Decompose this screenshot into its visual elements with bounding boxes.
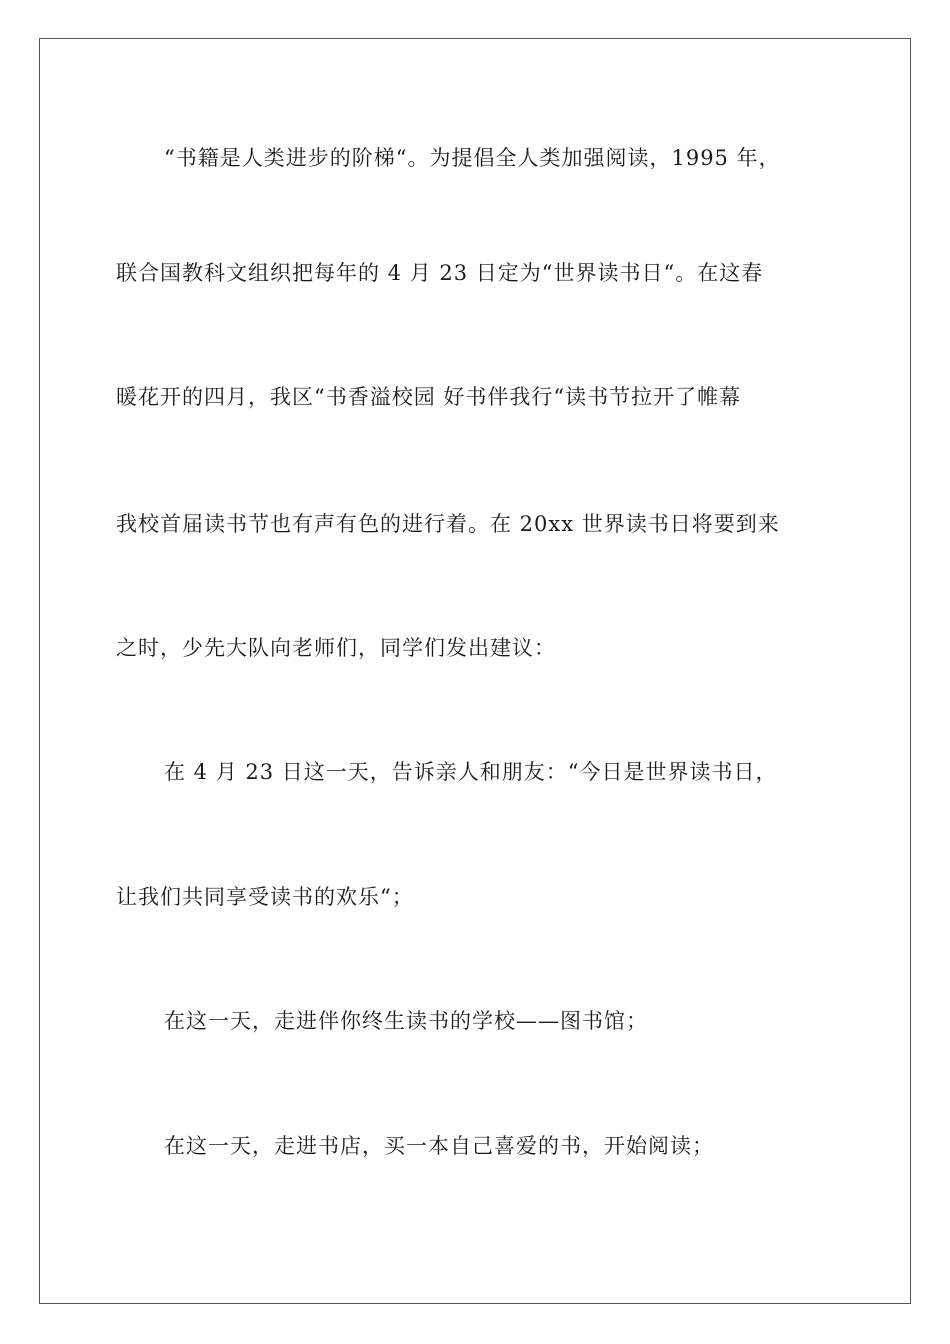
page-frame: [39, 38, 911, 1304]
paragraph-line-1: “书籍是人类进步的阶梯“。为提倡全人类加强阅读，1995 年，: [164, 146, 781, 170]
paragraph-line-5: 之时，少先大队向老师们，同学们发出建议：: [116, 636, 556, 660]
paragraph-line-6: 在 4 月 23 日这一天，告诉亲人和朋友：“今日是世界读书日，: [164, 760, 778, 784]
paragraph-line-7: 让我们共同享受读书的欢乐“；: [116, 885, 414, 909]
paragraph-line-3: 暖花开的四月，我区“书香溢校园 好书伴我行“读书节拉开了帷幕: [116, 385, 742, 409]
paragraph-line-8: 在这一天，走进伴你终生读书的学校——图书馆；: [164, 1009, 648, 1033]
paragraph-line-4: 我校首届读书节也有声有色的进行着。在 20xx 世界读书日将要到来: [116, 512, 780, 536]
paragraph-line-9: 在这一天，走进书店，买一本自己喜爱的书，开始阅读；: [164, 1134, 714, 1158]
paragraph-line-2: 联合国教科文组织把每年的 4 月 23 日定为“世界读书日“。在这春: [116, 261, 764, 285]
